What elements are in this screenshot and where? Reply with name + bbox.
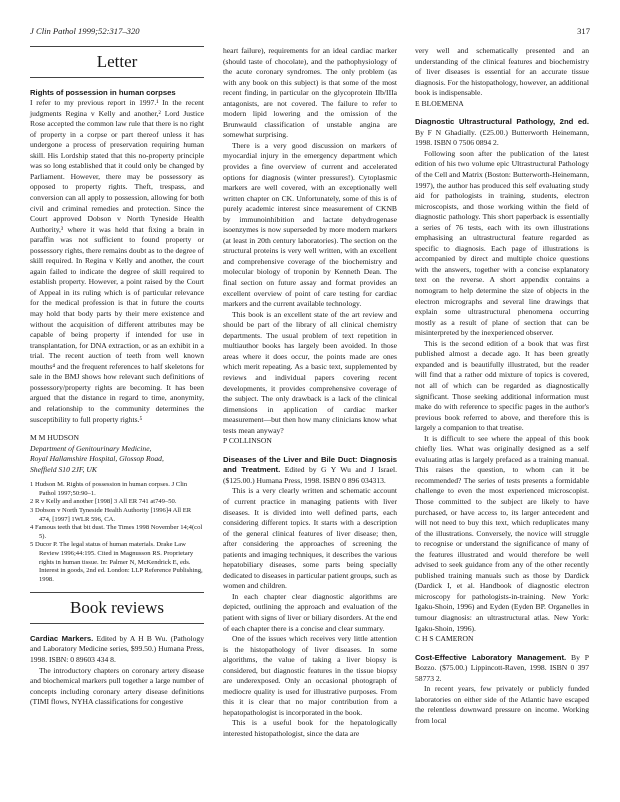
review-2-heading: Diseases of the Liver and Bile Duct: Diagnosis and Treatment. <box>223 454 397 475</box>
review-1-signature: P COLLINSON <box>223 436 272 446</box>
paragraph: In recent years, few privately or publicly funded laboratories on either side of the Atlantic have escaped the relentless downward pressure on income. Working from local <box>415 684 589 725</box>
page-number: 317 <box>577 26 590 36</box>
review-3-heading: Diagnostic Ultrastructural Pathology, 2nd ed. <box>415 117 589 127</box>
letter-heading: Rights of possession in human corpses <box>30 87 176 97</box>
paragraph: This is the second edition of a book that was first published almost a decade ago. It has been greatly expanded and is beautifully illustrated, but the reader will find that a rather odd mixture of topics is covered, not all of which can be regarded as diagnostically significant. Those seeking additional information must make do with reference to specific pages in the author's previous book referred to above, and therefore this is largely a companion to that treatise. <box>415 338 589 433</box>
reference-item: 4 Famous teeth that bit dust. The Times 1998 November 14;4(col 5). <box>30 524 203 540</box>
reference-item: 3 Dobson v North Tyneside Health Authority [1996]4 All ER 474, [1997] 1WLR 596, CA. <box>30 507 192 523</box>
column-1 <box>30 46 204 708</box>
paragraph: In each chapter clear diagnostic algorithms are depicted, outlining the approach and evaluation of the patient with signs of liver or biliary disorders. At the end of each chapter there is a concise and clear summary. <box>223 591 397 633</box>
running-header <box>30 26 590 38</box>
review-2-citation <box>223 455 397 487</box>
review-4-heading: Cost-Effective Laboratory Management. <box>415 652 567 662</box>
letter-signature: M M HUDSON <box>30 433 79 443</box>
affiliation-line-1: Department of Genitourinary Medicine, <box>30 443 152 453</box>
review-2-signature: E BLOEMENA <box>415 98 464 108</box>
affiliation-line-3: Sheffield S10 2JF, UK <box>30 464 97 474</box>
review-1-heading: Cardiac Markers. <box>30 633 94 643</box>
column-2 <box>223 46 397 740</box>
review-1-body: The introductory chapters on coronary artery disease and biochemical markers pull together a large number of concepts including coronary artery disease definitions (TIMI flows, NYHA classifications for congestive <box>30 665 204 707</box>
review-3-signature: C H S CAMERON <box>415 634 474 644</box>
review-3-meta: By F N Ghadially. (£25.00.) Butterworth Heinemann, 1998. ISBN 0 7506 0894 2. <box>415 127 589 148</box>
paragraph: There is a very good discussion on markers of myocardial injury in the emergency department which provides a fine overview of current and accelerated options for diagnosis (winter pressures!). Cytoplasmic markers are well covered, with an exceptionally well written chapter on CK. Unfortunately, some of this is of purely academic interest since measurement of CKNB by immunoinhibition and lactate dehydrogenase isoenzymes is now superseded by more modern markers (at least in 20th century laboratories). The section on the structural proteins is very well written, with an excellent and comprehensive coverage of the biochemistry and molecular biology of troponin by Kenneth Dean. The final section on future assay and format provides an excellent overview of point of care testing for cardiac markers and the current available technology. <box>223 140 397 309</box>
reference-item: 1 Hudson M. Rights of possession in human corpses. J Clin Pathol 1997;50:90–1. <box>30 481 188 497</box>
paragraph: This is a very clearly written and schematic account of current practice in managing patients with liver diseases. It is divided into well defined parts, each considering different topics. It starts with a description of the general clinical features of liver disease; then, after considering the approaches of screening the patients and imaging techniques, it describes the various hepatobiliary diseases, some parts being specially dedicated to diseases in particular patient groups, such as women and children. <box>223 486 397 591</box>
paragraph: heart failure), requirements for an ideal cardiac marker (should taste of chocolate), and the pathophysiology of the acute coronary syndromes. The only problem (as with any book on this subject) is that some of the most recent finding, in particular on the glycoprotein IIb/IIIa antagonists, are not covered. The failure to refer to modern lipid lowering and the omission of the Brunwauld classification of unstable angina are somewhat surprising. <box>223 46 397 140</box>
reference-item: 5 Ducor P. The legal status of human materials. Drake Law Review 1996;44:195. Cited in Magnusson RS. Proprietary rights in human tissue. In: Palmer N, McKendrick E, eds. Interest in goods, 2nd ed. London: LLP Reference Publishing, 1998. <box>30 541 203 583</box>
reference-list <box>30 481 204 584</box>
review-1-citation <box>30 634 204 666</box>
review-1-meta: Edited by A H B Wu. (Pathology and Laboratory Medicine series, $99.50.) Humana Press, 1998. ISBN: 0 89603 434 8. <box>30 633 204 664</box>
paragraph: very well and schematically presented and an understanding of the clinical features and biochemistry of liver diseases is essential for an accurate tissue diagnosis. For the histopathology, however, an additional book is indispensable. <box>415 46 589 98</box>
paragraph: This is a useful book for the hepatologically interested histopathologist, since the data are <box>223 718 397 738</box>
review-4-meta: By P Bozzo. ($75.00.) Lippincott-Raven, 1998. ISBN 0 397 58773 2. <box>415 652 589 683</box>
paragraph: It is difficult to see where the appeal of this book chiefly lies. What was originally designed as a self evaluating atlas is largely prefaced as a training manual. This raises the question, to whom can it be recommended? The series of tests presents a formidable challenge to even the most experienced microscopist. Those committed to the subject are likely to have purchased, or have access to, its larger antecedent and will not need to buy this text, which reduplicates many of the illustrations. Conversely, the novice will struggle to recognise or understand the significance of many of the features illustrated and would therefore be well advised to seek guidance from any of the other recently published training manuals such as those by Dardick (Dardick I, et al. Handbook of diagnostic electron microscopy for pathologists-in-training. New York: Igaku-Shoin, 1996) and Eyden (Eyden BP. Organelles in tumour diagnosis: an ultrastructural atlas. New York: Igaku-Shoin, 1996). <box>415 433 589 633</box>
review-2-meta: Edited by G Y Wu and J Israel. ($125.00.) Humana Press, 1998. ISBN 0 896 034313. <box>223 465 397 485</box>
letter-body: I refer to my previous report in 1997.¹ In the recent judgments Regina v Kelly and another,² Lord Justice Rose accepted the common law rule that there is no right of property in a corpse or part thereof unless it has undergone a process of preservation requiring human skill. His Lordship stated that this no-property principle was so long established that it could only be changed by Parliament. However, there may be possessory as opposed to property rights. Theft, trespass, and conversion can all apply to possession, allowing for both civil and criminal remedies and protection. Since the Court approved Dobson v North Tyneside Health Authority,³ where it was held that fixing a brain in paraffin was not sufficient to found property or possessory rights, there remains doubt as to the degree of skill required. In Regina v Kelly and another, the court again failed to indicate the degree of skill required to establish property. However, a point raised by the Court of Appeal in its ruling which is of particular relevance for the medical profession is that in future the courts may hold that body parts by their mere existence and without the acquisition of different attributes may be capable of being property if intended for use in transplantation, for DNA extraction, or as an exhibit in a trial. The recent auction of teeth from well known mouths⁴ and the frequent references to half skeletons for sale in the BMJ shows how relevant such definitions of possessory/property rights are becoming. It has been argued that the distance in regard to time, anonymity, and relationship to the community determines the susceptibility to full property rights.⁵ <box>30 98 204 424</box>
book-reviews-section-title: Book reviews <box>30 592 204 624</box>
review-3-citation <box>415 117 589 149</box>
review-4-citation <box>415 653 589 685</box>
paragraph: This book is an excellent state of the art review and should be part of the library of all clinical chemistry departments. The usual problem of text repetition in multiauthor books has largely been avoided. In those areas where it does occur, the points made are ones which merit repeating. As a basic text, supplemented by reviews and individual papers covering recent developments, it provides comprehensive coverage of the subject. The only drawback is a lack of the clinical dimensions in application of cardiac marker measurement—but then how many clinicians know what tests mean anyway? <box>223 309 397 435</box>
affiliation-line-2: Royal Hallamshire Hospital, Glossop Road, <box>30 454 164 464</box>
paragraph: Following soon after the publication of the latest edition of his two volume epic Ultrastructural Pathology of the Cell and Matrix (Boston: Butterworth-Heinemann, 1997), the author has produced this self evaluating study aid for pathologists in training, students, electron microscopists, and those working within the field of diagnostic pathology. This short paperback is essentially a series of 76 tests, each with its own illustrations emphasising an ultrastructural feature regarded as specific to diagnosis. Each page of illustrations is accompanied by direct and multiple choice questions with the answers, together with a concise explanatory text on the reverse. A short appendix contains a nomogram to help determine the size of objects in the electron micrographs and several line drawings that explain some ultrastructural phenomena occurring mostly as a result of plane of section that can be misinterpreted by the inexperienced observer. <box>415 148 589 338</box>
column-3 <box>415 46 589 726</box>
paragraph: One of the issues which receives very little attention is the histopathology of liver diseases. In some algorithms, the value of taking a liver biopsy is considered, but diagnostic features in the tissue biopsy are underexposed. Only an occasional photograph of mediocre quality is used for illustrative purposes. From this it is clear that no major contribution from a hepatopathologist is incorporated in the book. <box>223 634 397 717</box>
journal-citation: J Clin Pathol 1999;52:317–320 <box>30 26 140 36</box>
letter-section-title: Letter <box>30 46 204 78</box>
reference-item: 2 R v Kelly and another [1998] 3 All ER 741 at749–50. <box>30 498 177 506</box>
